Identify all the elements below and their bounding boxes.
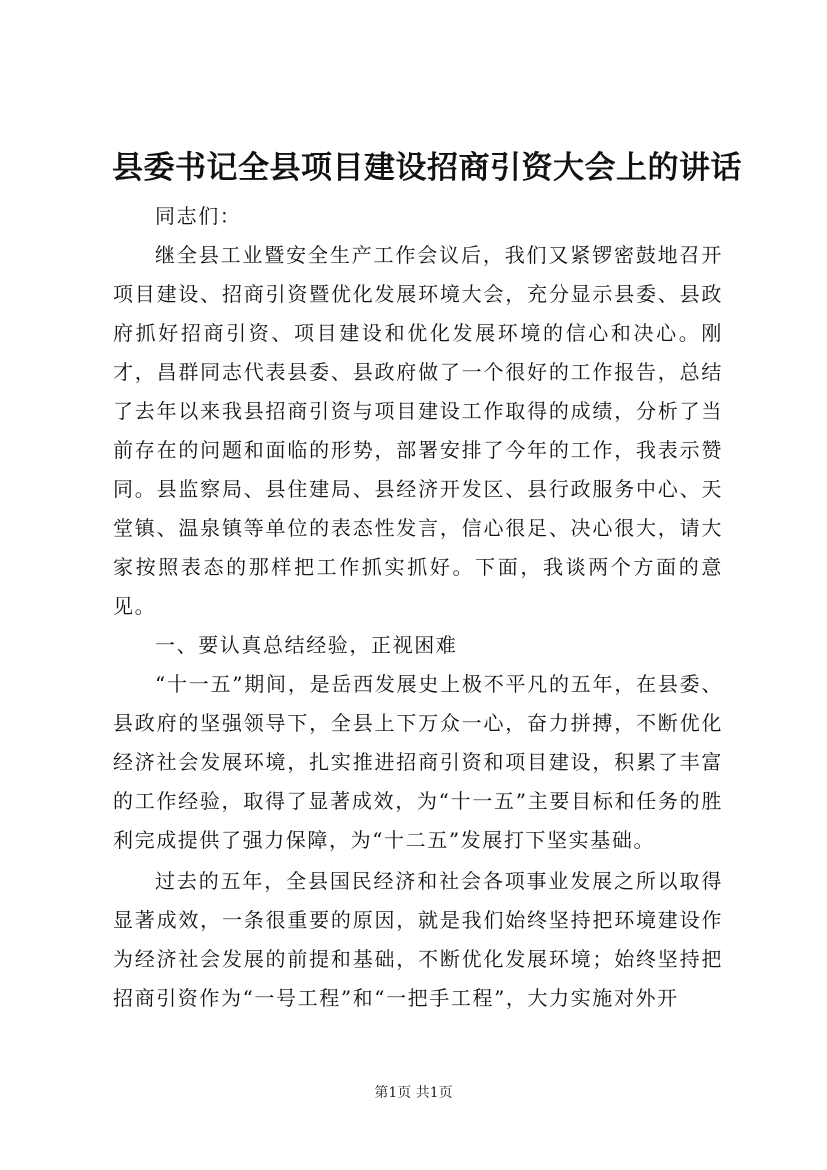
section-heading: 一、要认真总结经验，正视困难 <box>155 633 458 657</box>
body-paragraph: 过去的五年，全县国民经济和社会各项事业发展之所以取得显著成效，一条很重要的原因，就是我们始终坚持把环境建设作为经济社会发展的前提和基础，不断优化发展环境；始终坚持把招商引资作为“一号工程”和“一把手工程”，大力实施对外开 <box>113 869 723 1010</box>
body-paragraph: 继全县工业暨安全生产工作会议后，我们又紧锣密鼓地召开项目建设、招商引资暨优化发展环境大会，充分显示县委、县政府抓好招商引资、项目建设和优化发展环境的信心和决心。刚才，昌群同志代表县委、县政府做了一个很好的工作报告，总结了去年以来我县招商引资与项目建设工作取得的成绩，分析了当前存在的问题和面临的形势，部署安排了今年的工作，我表示赞同。县监察局、县住建局、县经济开发区、县行政服务中心、天堂镇、温泉镇等单位的表态性发言，信心很足、决心很大，请大家按照表态的那样把工作抓实抓好。下面，我谈两个方面的意见。 <box>113 243 723 618</box>
salutation-paragraph: 同志们： <box>155 204 242 228</box>
body-paragraph: “十一五”期间，是岳西发展史上极不平凡的五年，在县委、县政府的坚强领导下，全县上下万众一心，奋力拼搏，不断优化经济社会发展环境，扎实推进招商引资和项目建设，积累了丰富的工作经验，取得了显著成效，为“十一五”主要目标和任务的胜利完成提供了强力保障，为“十二五”发展打下坚实基础。 <box>113 672 723 852</box>
document-title: 县委书记全县项目建设招商引资大会上的讲话 <box>112 150 742 186</box>
document-body <box>113 197 723 1018</box>
page-number-footer: 第1页 共1页 <box>374 1085 453 1101</box>
